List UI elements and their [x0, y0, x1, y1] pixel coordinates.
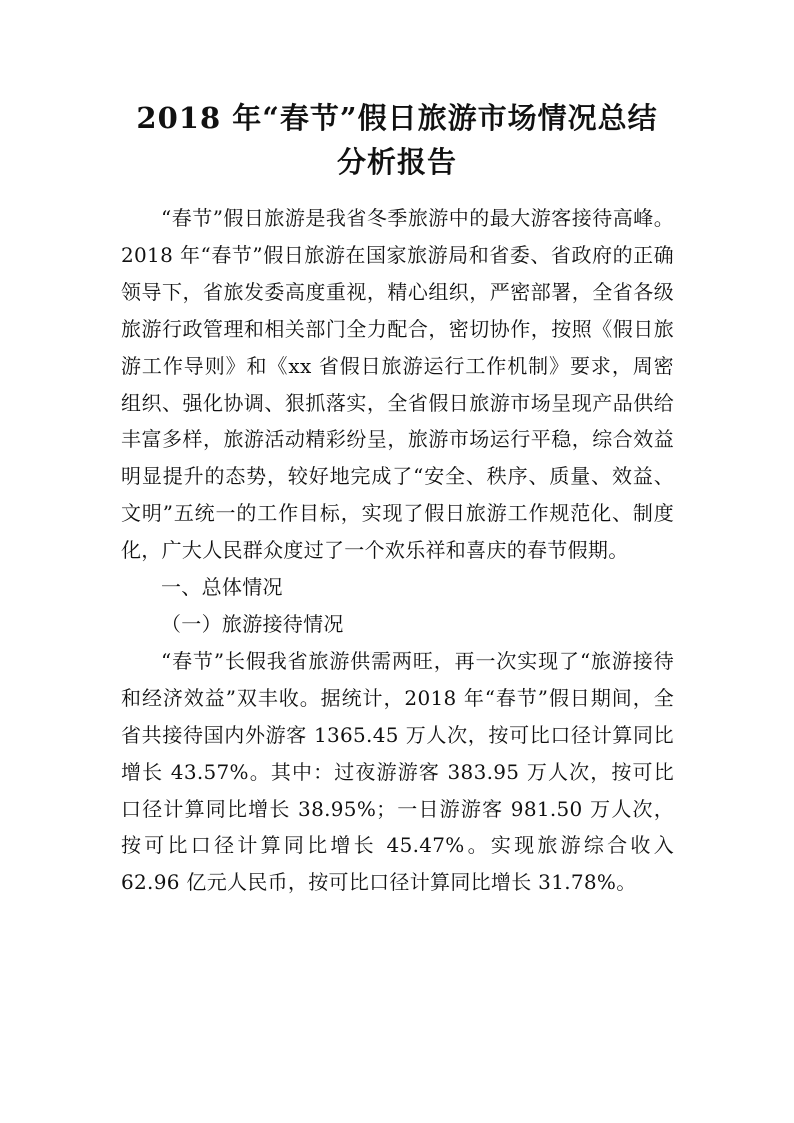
subsection-heading-reception: （一）旅游接待情况 — [161, 611, 344, 636]
reception-paragraph: “春节”长假我省旅游供需两旺，再一次实现了“旅游接待和经济效益”双丰收。据统计，2018 年“春节”假日期间，全省共接待国内外游客 1365.45 万人次，按可比口径计算同比增长 43.57%。其中：过夜游游客 383.95 万人次，按可比口径计算同比增长 38.95%；一日游游客 981.50 万人次，按可比口径计算同比增长 45.47%。实现旅游综合收入 62.96 亿元人民币，按可比口径计算同比增长 31.78%。 — [121, 648, 674, 895]
section-heading-overall: 一、总体情况 — [161, 575, 283, 600]
title-line-2: 分析报告 — [336, 145, 457, 179]
document-body — [121, 200, 674, 901]
intro-paragraph: “春节”假日旅游是我省冬季旅游中的最大游客接待高峰。2018 年“春节”假日旅游在国家旅游局和省委、省政府的正确领导下，省旅发委高度重视，精心组织，严密部署，全省各级旅游行政管理和相关部门全力配合，密切协作，按照《假日旅游工作导则》和《xx 省假日旅游运行工作机制》要求，周密组织、强化协调、狠抓落实，全省假日旅游市场呈现产品供给丰富多样，旅游活动精彩纷呈，旅游市场运行平稳，综合效益明显提升的态势，较好地完成了“安全、秩序、质量、效益、文明”五统一的工作目标，实现了假日旅游工作规范化、制度化，广大人民群众度过了一个欢乐祥和喜庆的春节假期。 — [121, 206, 674, 563]
document-title — [100, 96, 694, 184]
title-line-1: 2018 年“春节”假日旅游市场情况总结 — [136, 101, 658, 135]
